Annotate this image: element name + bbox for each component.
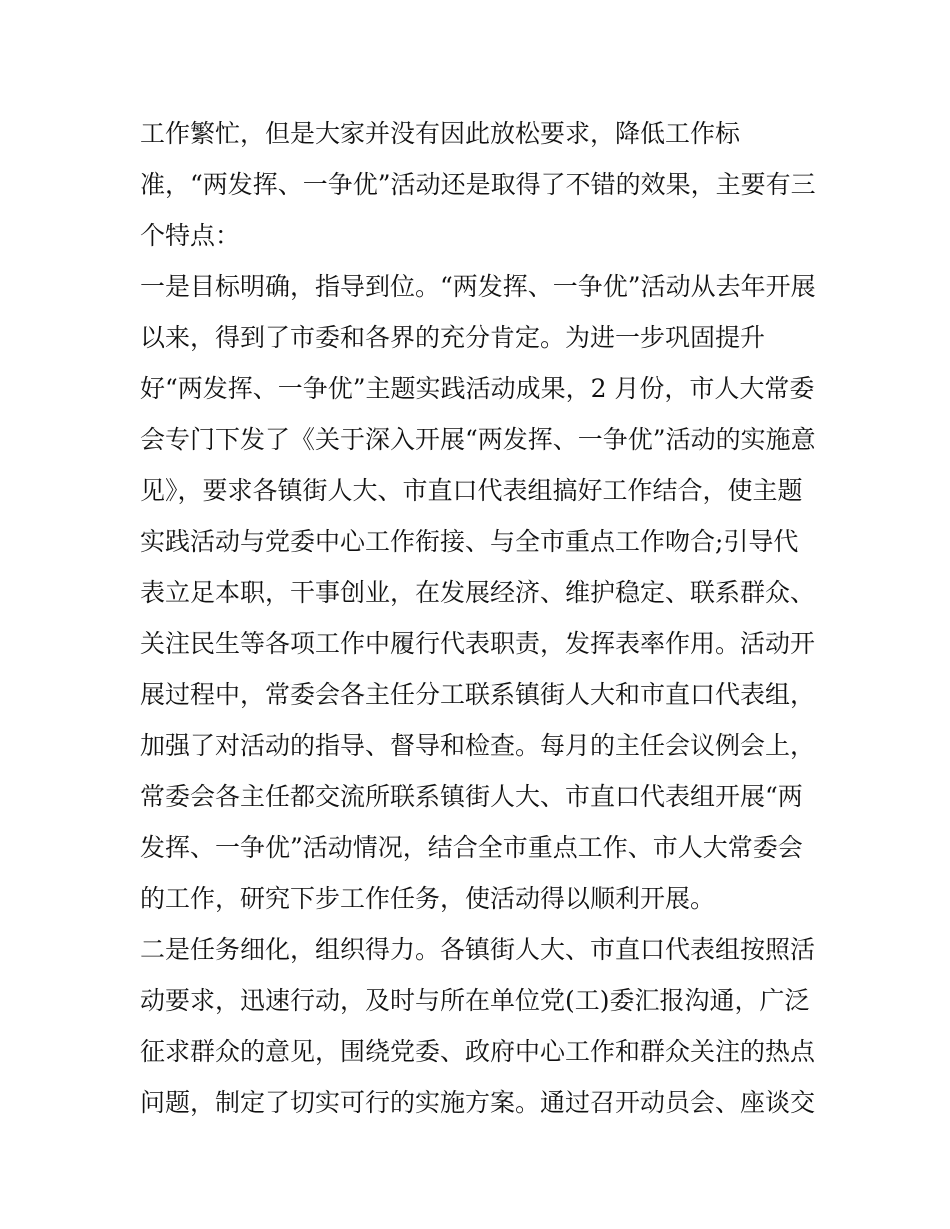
text-line: 以来，得到了市委和各界的充分肯定。为进一步巩固提升 <box>140 323 766 352</box>
text-line: 展过程中，常委会各主任分工联系镇街人大和市直口代表组， <box>140 680 816 709</box>
text-line: 征求群众的意见，围绕党委、政府中心工作和群众关注的热点 <box>140 1037 816 1066</box>
text-line: 好“两发挥、一争优”主题实践活动成果，2 月份，市人大常委 <box>140 374 815 403</box>
text-line: 二是任务细化，组织得力。各镇街人大、市直口代表组按照活 <box>140 935 816 964</box>
text-line: 关注民生等各项工作中履行代表职责，发挥表率作用。活动开 <box>140 629 816 658</box>
text-line: 常委会各主任都交流所联系镇街人大、市直口代表组开展“两 <box>140 782 803 811</box>
text-line: 一是目标明确，指导到位。“两发挥、一争优”活动从去年开展 <box>140 272 816 301</box>
text-line: 表立足本职，干事创业，在发展经济、维护稳定、联系群众、 <box>140 578 816 607</box>
text-line: 见》，要求各镇街人大、市直口代表组搞好工作结合，使主题 <box>140 476 803 505</box>
text-line: 动要求，迅速行动，及时与所在单位党(工)委汇报沟通，广泛 <box>140 986 810 1015</box>
text-line: 发挥、一争优”活动情况，结合全市重点工作、市人大常委会 <box>140 833 803 862</box>
text-line: 工作繁忙，但是大家并没有因此放松要求，降低工作标 <box>140 119 741 148</box>
text-line: 实践活动与党委中心工作衔接、与全市重点工作吻合;引导代 <box>140 527 799 556</box>
text-line: 的工作，研究下步工作任务，使活动得以顺利开展。 <box>140 884 716 913</box>
text-line: 加强了对活动的指导、督导和检查。每月的主任会议例会上， <box>140 731 816 760</box>
text-line: 问题，制定了切实可行的实施方案。通过召开动员会、座谈交 <box>140 1088 816 1117</box>
text-line: 会专门下发了《关于深入开展“两发挥、一争优”活动的实施意 <box>140 425 816 454</box>
body-text <box>140 108 830 1128</box>
text-line: 个特点： <box>140 221 241 250</box>
text-line: 准，“两发挥、一争优”活动还是取得了不错的效果，主要有三 <box>140 170 816 199</box>
